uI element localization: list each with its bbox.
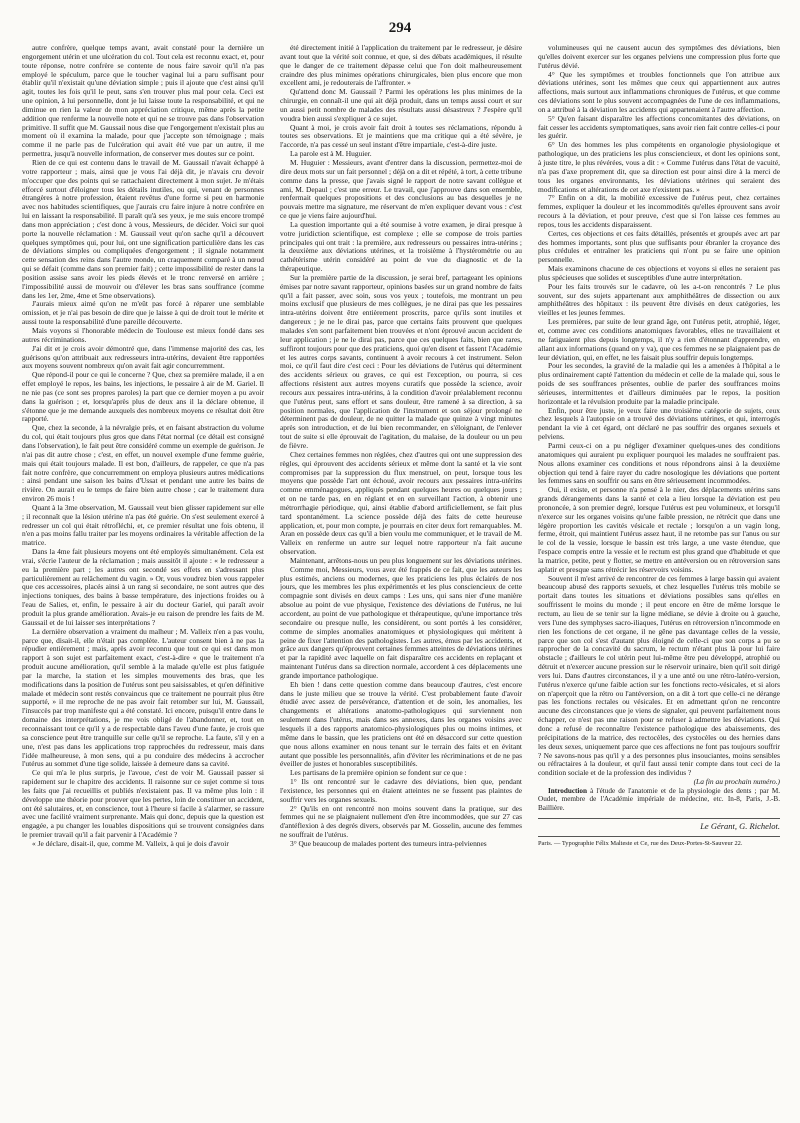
column-right xyxy=(538,44,780,1104)
paragraph: Pour les faits trouvés sur le cadavre, où les a-t-on rencontrés ? Le plus souvent, sur des sujets appartenant aux amphithéâtres de dissection ou aux amphithéâtres des hôpitaux : ils peuvent être divisés en deux catégories, les vieilles et les jeunes femmes. xyxy=(538,281,780,318)
paragraph: Rien de ce qui est contenu dans le travail de M. Gaussail n'avait échappé à votre rapporteur ; mais, ainsi que je vous l'ai déjà dit, je n'avais cru devoir m'occuper que des points qui se rattachaient directement à mon sujet. Je m'étais efforcé surtout d'éloigner tous les détails inutiles, ou qui, venant de personnes étrangères à notre profession, étaient revêtus d'une forme si peu en harmonie avec nos habitudes scientifiques, que j'aurais cru faire injure à notre confrère en lui en laissant la responsabilité. Il paraît qu'à ses yeux, je me suis encore trompé dans mon appréciation ; c'est donc à vous, Messieurs, de décider. Voici sur quoi porte la nouvelle réclamation : M. Gaussail veut qu'on sache qu'il a découvert quelques symptômes qui, pour lui, ont une signification particulière dans les cas de déviations simples ou compliquées d'engorgement ; il signale notamment cette sensation des reins dans l'autre monde, un craquement comparé à un nœud qui se défait (comme dans son premier fait) ; cette impossibilité de rester dans la position assise sans avoir les pieds élevés et le tronc renversé en arrière ; l'impossibilité aussi de mouvoir ou d'élever les bras sans souffrance (comme dans les 1er, 2me, 4me et 5me observations). xyxy=(22,157,264,300)
paragraph: Oui, il existe, et personne n'a pensé à le nier, des déplacements utérins sans grands dérangements dans la santé et cela a lieu lorsque la déviation est peu prononcée, à son premier degré, lorsque l'utérus est peu volumineux, et lorsqu'il n'exerce sur les organes voisins qu'une faible pression, ne rétrécit que dans une légère proportion les cavités vésicale et rectale ; lorsqu'on a un vagin long, ferme, étroit, qui maintient l'utérus assez haut, il ne retombe pas sur l'anus ou sur le col de la vessie, lorsque le bassin est très large, a une vaste étendue, que l'espace compris entre la vessie et le rectum est plus grand que d'habitude et que la matrice, petite, peut y flotter, se mettre en antéversion ou en rétroversion sans aplatir et presque sans rétrécir les réservoirs voisins. xyxy=(538,485,780,574)
paragraph: Eh bien ! dans cette question comme dans beaucoup d'autres, c'est encore dans le juste milieu que se trouve la vérité. C'est probablement faute d'avoir étudié avec assez de persévérance, d'attention et de soin, les anomalies, les changements et altérations anatomo-pathologiques qui surviennent non seulement dans l'utérus, mais dans ses annexes, dans les organes voisins avec lesquels il a des rapports anatomico-physiologiques plus ou moins intimes, et même dans le bassin, que les praticiens ont été en désaccord sur cette question que nous allons examiner en nous tenant sur le terrain des faits et en évitant autant que possible les personnalités, afin d'éviter les récriminations et de ne pas éveiller de justes et honorables susceptibilités. xyxy=(280,679,522,769)
paragraph: Maintenant, arrêtons-nous un peu plus longuement sur les déviations utérines. xyxy=(290,555,522,565)
paragraph: Souvent il m'est arrivé de rencontrer de ces femmes à large bassin qui avaient beaucoup abusé des rapports sexuels, et chez lesquelles l'utérus très mobile se portait dans toutes les situations et déviations possibles sans qu'elles en souffrissent le moins du monde ; il peut encore en être de même lorsque le rectum, au lieu de se tenir sur la ligne médiane, se dévie à droite ou à gauche, vers l'une des symphyses sacro-iliaques, l'utérus en rétroversion n'incommode en rien les fonctions de cet organe, il ne gêne pas davantage celles de la vessie, parce que son col s'est d'autant plus éloigné de celle-ci que son corps a pu se rapprocher de la concavité du sacrum, le rectum n'étant plus là pour lui faire obstacle ; d'ailleurs le col utérin peut lui-même être peu développé, atrophié ou détruit et n'exercer aucune pression sur le réservoir urinaire, bien qu'il soit dirigé vers lui. Dans d'autres circonstances, il y a une anté ou une rétro-latéro-version, l'utérus n'exerce qu'une faible action sur les fonctions recto-vésicales, et si alors on n'aperçoit que la rétro ou l'antéversion, on a dit à tort que celle-ci ne dérange pas les fonctions rectales ou vésicales. Et en admettant qu'on ne rencontre aucune des circonstances que je viens de signaler, qui peuvent parfaitement nous échapper, ce n'est pas une raison pour se refuser à admettre les déviations. Qui donc a refusé de reconnaître l'existence pathologique des abaissements, des précipitations de la matrice, des rectocèles, des cystocèles ou des hernies dans les deux sexes, uniquement parce que ces affections ne font pas toujours souffrir ? Ne savons-nous pas qu'il y a des personnes plus insouciantes, moins sensibles ou réfractaires à la douleur, et qu'il faut aussi tenir compte dans tout ceci de la condition sociale et de la profession des individus ? xyxy=(538,573,780,778)
paragraph: La question importante qui a été soumise à votre examen, je dirai presque à votre juridiction scientifique, est complexe ; elle se compose de trois parties principales qui ont trait : la première, aux redresseurs ou pessaires intra-utérins ; la deuxième aux déviations utérines, et la troisième à l'hystérométrie ou au cathétérisme utérin considéré au point de vue du diagnostic et de la thérapeutique. xyxy=(280,219,522,274)
paragraph: 7° Enfin on a dit, la mobilité excessive de l'utérus peut, chez certaines femmes, expliquer la douleur et les incommodités qu'elles éprouvent sans avoir recours à la déviation, et pour preuve, c'est que si l'on laisse ces femmes au repos, tous les accidents disparaissent. xyxy=(538,193,780,229)
paragraph: Mais voyons si l'honorable médecin de Toulouse est mieux fondé dans ses autres récriminations. xyxy=(22,326,264,344)
paragraph: La parole est à M. Huguier. xyxy=(290,149,372,159)
paragraph: 2° Qu'ils en ont rencontré non moins souvent dans la pratique, sur des femmes qui ne se plaignaient nullement d'en être incommodées, que sur 27 cas d'antéflexion à des degrés divers, observés par M. Gosselin, aucune des femmes ne souffrait de l'utérus. xyxy=(280,803,522,840)
book-notice-title: Introduction xyxy=(548,786,588,795)
paragraph: autre confrère, quelque temps avant, avait constaté pour la dernière un engorgement utérin et une ulcération du col. Tout cela est reconnu exact, et, pour toute réponse, notre confrère se contente de nous faire savoir qu'il n'a pas employé le spéculum, parce que le toucher vaginal lui a paru suffisant pour établir qu'il n'existait qu'une déviation simple ; puis il ajoute que c'est ainsi qu'il agit, toutes les fois qu'il le peut, sans s'en trouver plus mal pour cela. Ceci est une opinion, à lui personnelle, dont je lui laisse toute la responsabilité, et qui ne diminue en rien la valeur de mon appréciation critique, même après la petite addition que renferme la nouvelle note et qui ne se trouve pas dans l'observation primitive. Il suffit que M. Gaussail nous dise que l'engorgement n'existait plus au moment où il examina la malade, pour que j'accepte son témoignage ; mais comme il ne parle pas de l'ulcération qui avait été vue par un autre, il me permettra, jusqu'à nouvelle information, de conserver mes doutes sur ce point. xyxy=(22,44,264,159)
paragraph: Dans la 4me fait plusieurs moyens ont été employés simultanément. Cela est vrai, s'écrie l'auteur de la réclamation ; mais aussitôt il ajoute : « le redresseur a eu la première part ; les autres ont secondé ses effets en s'adressant plus particulièrement au relâchement du vagin. » Or, vous voudrez bien vous rappeler que ces accessoires, placés ainsi à un rang si secondaire, ne sont autres que des injections toniques, des bains à basse température, des injections froides ou à l'eau de Salies, et, enfin, le pessaire à air du docteur Gariel, qui paraît avoir produit la plus grande amélioration. Avais-je eu raison de prendre les faits de M. Gaussail et de lui laisser ses interprétations ? xyxy=(22,547,264,627)
paragraph: Les premières, par suite de leur grand âge, ont l'utérus petit, atrophié, léger, et, comme avec ces conditions anatomiques favorables, elles ne travaillaient et ne fatiguaient plus depuis longtemps, il n'y a rien d'étonnant d'apprendre, en allant aux informations (quand on y va), que ces femmes ne se plaignaient pas de leur déviation, qui, en effet, ne les faisait plus souffrir depuis longtemps. xyxy=(538,317,780,362)
divider xyxy=(538,818,780,819)
paragraph: La dernière observation a vraiment du malheur ; M. Valleix n'en a pas voulu, parce que, disait-il, elle n'était pas complète. L'auteur consent bien à ne pas la répudier entièrement ; mais, après avoir reconnu que tout ce qui est dans mon rapport à son sujet est parfaitement exact, c'est-à-dire « que le traitement n'a produit aucune amélioration, qu'il semble à la malade qu'elle est plus fatiguée par la marche, la station et les simples mouvements des bras, que les modifications dans la position de l'utérus sont peu saisissables, et qu'en définitive malade et médecin sont restés convaincus que ce traitement ne pourrait plus être supporté, » il me reproche de ne pas avoir fait retomber sur lui, M. Gaussail, l'insuccès par trop manifeste qui a été constaté. Ici encore, puisqu'il entre dans le domaine des interprétations, je me vois obligé de l'abandonner, et, tout en reconnaissant tout ce qu'il y a de respectable dans l'aveu d'une faute, je crois que sa conscience peut être tranquille sur celle qu'il se reproche. La faute, s'il y en a une, n'est pas dans les applications trop rapprochées du redresseur, mais dans l'idée malheureuse, à mon sens, qui a pu conduire des médecins à accrocher l'utérus au sommet d'une tige solide, laissée à demeure dans sa cavité. xyxy=(22,626,264,769)
continued-note: (La fin au prochain numéro.) xyxy=(693,777,780,787)
book-notice xyxy=(538,787,780,813)
paragraph: « Je déclare, disait-il, que, comme M. Valleix, à qui je dois d'avoir xyxy=(32,838,229,848)
paragraph: Mais examinons chacune de ces objections et voyons si elles ne seraient pas plus spécieuses que solides et susceptibles d'une autre interprétation. xyxy=(538,264,780,282)
paragraph: Certes, ces objections et ces faits détaillés, présentés et groupés avec art par des hommes importants, sont plus que suffisants pour ébranler la croyance des plus crédules et entraîner les praticiens qui n'ont pu se faire une opinion personnelle. xyxy=(538,228,780,265)
column-left xyxy=(22,44,264,1104)
paragraph: Quant à la 3me observation, M. Gaussail veut bien glisser rapidement sur elle ; il reconnaît que la lésion utérine n'a pas été guérie. On s'est seulement exercé à redresser un col qui était rétrofléchi, et, ce premier résultat une fois obtenu, il n'en a pas moins fallu traiter par les moyens ordinaires la véritable affection de la matrice. xyxy=(22,502,264,548)
text-columns xyxy=(22,44,780,1104)
paragraph: Enfin, pour être juste, je veux faire une troisième catégorie de sujets, ceux chez lesquels à l'autopsie on a trouvé des déviations utérines, et qui, interrogés pendant la vie à cet égard, ont déclaré ne pas souffrir des organes sexuels et pelviens. xyxy=(538,405,780,442)
paragraph: été directement initié à l'application du traitement par le redresseur, je désire avant tout que la vérité soit connue, et que, si des débats académiques, il résulte que le danger de ce traitement dépasse celui que l'on doit malheureusement craindre des plus minimes opérations chirurgicales, bien plus encore que mon excellent ami, je redouterais de l'affronter. » xyxy=(280,44,522,88)
paragraph: J'aurais mieux aimé qu'on ne m'eût pas forcé à réparer une semblable omission, et je n'ai pas besoin de dire que je laisse à qui de droit tout le mérite et aussi toute la responsabilité d'une pareille découverte. xyxy=(22,299,264,327)
paragraph: 5° Qu'en faisant disparaître les affections concomitantes des déviations, on fait cesser les accidents symptomatiques, sans avoir rien fait contre celles-ci pour les guérir. xyxy=(538,113,780,141)
paragraph: Que répond-il pour ce qui le concerne ? Que, chez sa première malade, il a en effet employé le repos, les bains, les injections, le pessaire à air de M. Gariel. Il ne nie pas (ce sont ses propres paroles) la part que ce dernier moyen a pu avoir dans la guérison ; et, lorsqu'après plus de deux ans il la déclare obtenue, il s'étonne que je me demande auxquels des nombreux moyens ce résultat doit être rapporté. xyxy=(22,370,264,424)
paragraph: Chez certaines femmes non réglées, chez d'autres qui ont une suppression des règles, qui éprouvent des accidents sérieux et même dont la santé et la vie sont compromises par la suppression du flux menstruel, on peut, lorsque tous les moyens que possède l'art ont échoué, avoir recours aux pessaires intra-utérins comme emménagogues, appliqués pendant quelques heures ou quelques jours ; et on ne tarde pas, en en réglant et en en surveillant l'action, à obtenir une métrorrhagie périodique, qui, ainsi établie d'abord artificiellement, se fait plus tard spontanément. La science possède déjà des faits de cette heureuse application, et, pour mon compte, je pourrais en citer deux fort remarquables. M. Aran en possède deux cas qu'il a bien voulu me communiquer, et le travail de M. Valleix en renferme un autre sur lequel notre rapporteur n'a fait aucune observation. xyxy=(280,449,522,557)
divider xyxy=(538,836,780,837)
paragraph: 6° Un des hommes les plus compétents en organologie physiologique et pathologique, un des praticiens les plus consciencieux, et dont les opinions sont, à juste titre, le plus révérées, vous a dit : « Comme l'utérus dans l'état de vacuité, n'a pas d'axe proprement dit, que sa direction est pour ainsi dire à la merci de tous les organes environnants, les déviations utérines qui seraient des modifications et altérations de cet axe n'existent pas. » xyxy=(538,140,780,194)
paragraph: volumineuses qui ne causent aucun des symptômes des déviations, bien qu'elles doivent exercer sur les organes pelviens une compression plus forte que l'utérus dévié. xyxy=(538,44,780,70)
printer-imprint: Paris. — Typographie Félix Malteste et Ce, rue des Deux-Portes-St-Sauveur 22. xyxy=(538,839,743,847)
paragraph: 3° Que beaucoup de malades portent des tumeurs intra-pelviennes xyxy=(290,838,487,848)
paragraph: 1° Ils ont rencontré sur le cadavre des déviations, bien que, pendant l'existence, les personnes qui en étaient atteintes ne se fussent pas plaintes de souffrir vers les organes sexuels. xyxy=(280,777,522,804)
paragraph: Qu'attend donc M. Gaussail ? Parmi les opérations les plus minimes de la chirurgie, en connaît-il une qui ait déjà produit, dans un temps aussi court et sur un aussi petit nombre de malades des résultats aussi désastreux ? J'espère qu'il voudra bien aussi s'expliquer à ce sujet. xyxy=(280,87,522,123)
paragraph: Les partisans de la première opinion se fondent sur ce que : xyxy=(290,768,467,778)
paragraph: Quant à moi, je crois avoir fait droit à toutes ses réclamations, répondu à toutes ses observations. Et je maintiens que ma critique qui a été sévère, je l'accorde, n'a pas cessé un seul instant d'être impartiale, c'est-à-dire juste. xyxy=(280,122,522,150)
column-middle xyxy=(280,44,522,1104)
page-number: 294 xyxy=(388,20,412,36)
paragraph: Sur la première partie de la discussion, je serai bref, partageant les opinions émises par notre savant rapporteur, opinions basées sur un grand nombre de faits qu'il a fait passer, avec soin, sous vos yeux ; toutefois, me montrant un peu moins exclusif que plusieurs de mes collègues, je ne dirai pas que les pessaires intra-utérins doivent être entièrement proscrits, parce qu'ils sont inutiles et dangereux ; je ne le dirai pas, parce que certains faits prouvent que quelques malades s'en sont parfaitement bien trouvées et n'ont éprouvé aucun accident de leur application ; je ne le dirai pas, parce que ces quelques faits, bien que rares, suffiront toujours pour que des praticiens, quoi qu'en disent et fassent l'Académie et les autres corps savants, continuent à avoir recours à cet instrument. Selon moi, ce qu'il faut dire c'est ceci : Pour les déviations de l'utérus qui déterminent des accidents sérieux ou graves, ce qui est l'exception, ou pourra, si ces affections résistent aux autres moyens curatifs que possède la science, avoir recours aux pessaires intra-utérins, à la condition d'avoir préalablement reconnu que l'utérus peut, sans effort et sans douleur, être ramené à sa direction, à sa position normales, que l'application de l'instrument et son séjour prolongé ne déterminent pas de douleur, de ne quitter la malade que quinze à vingt minutes après son introduction, et de lui bien recommander, en s'éloignant, de l'enlever tout de suite si elle éprouvait de l'agitation, du malaise, de la douleur ou un peu de fièvre. xyxy=(280,272,522,450)
paragraph: J'ai dit et je crois avoir démontré que, dans l'immense majorité des cas, les guérisons qu'on attribuait aux redresseurs intra-utérins, devaient être rapportées aux moyens souvent nombreux qu'on avait fait agir concurremment. xyxy=(22,343,264,371)
paragraph: Pour les secondes, la gravité de la maladie qui les a amenées à l'hôpital a le plus ordinairement capté l'attention du médecin et celle de la malade qui, sous le poids de ses souffrances présentes, oublie de parler des souffrances moins sérieuses, intermittentes et d'ailleurs diminuées par le repos, la position horizontale et la révulsion produite par la maladie principale. xyxy=(538,361,780,406)
paragraph: 4° Que les symptômes et troubles fonctionnels que l'on attribue aux déviations utérines, sont les mêmes que ceux qui appartiennent aux autres affections, mais surtout aux inflammations chroniques de l'utérus, et que comme ces déviations sont le plus souvent accompagnées de l'une de ces inflammations, on a attribué à la déviation les accidents qui appartenaient à l'autre affection. xyxy=(538,69,780,114)
paragraph: M. Huguier : Messieurs, avant d'entrer dans la discussion, permettez-moi de dire deux mots sur un fait personnel ; déjà on a dit et répété, à tort, à cette tribune comme dans la presse, que j'avais signé le rapport de notre savant collègue et ami, M. Depaul ; c'est une erreur. Le travail, que j'approuve dans son ensemble, renfermait quelques propositions et des conclusions au bas desquelles je ne pouvais mettre ma signature, me réservant de m'en expliquer devant vous : c'est ce que je viens faire aujourd'hui. xyxy=(280,157,522,221)
editor-signature: Le Gérant, G. Richelot. xyxy=(700,820,780,831)
book-notice-text: à l'étude de l'anatomie et de la physiologie des dents ; par M. Oudet, membre de l'Académie impériale de médecine, etc. In-8, Paris, J.-B. Baillière. xyxy=(538,786,780,813)
paragraph: Parmi ceux-ci on a pu négliger d'examiner quelques-unes des conditions anatomiques qui auraient pu expliquer pourquoi les malades ne souffraient pas. Nous allons examiner ces conditions et nous répondrons ainsi à la deuxième objection qui tend à faire rayer du cadre nosologique les déviations que portent les femmes sans en souffrir ou sans en être sérieusement incommodées. xyxy=(538,440,780,486)
paragraph: Ce qui m'a le plus surpris, je l'avoue, c'est de voir M. Gaussail passer si rapidement sur le chapitre des accidents. Il raisonne sur ce sujet comme si tous les faits que j'ai recueillis et publiés n'existaient pas. Il va même plus loin : il développe une théorie pour prouver que les pertes, loin de constituer un accident, ont été salutaires, et, en conscience, tout à l'heure si facile à s'alarmer, se rassure avec une facilité vraiment surprenante. Mais qui donc, depuis que la question est engagée, a pu changer les louables dispositions qui se trouvent consignées dans le premier travail qu'il a fait parvenir à l'Académie ? xyxy=(22,768,264,840)
paragraph: Que, chez la seconde, à la névralgie près, et en faisant abstraction du volume du col, qui était toujours plus gros que dans l'état normal (ce détail est consigné dans l'observation), le fait peut être considéré comme un exemple de guérison. Je n'ai pas dit autre chose ; c'est, en effet, un nouvel exemple d'une femme guérie, mais qui était toujours malade. Il est bon, d'ailleurs, de rappeler, ce que n'a pas fait notre confrère, que concurremment on employa plusieurs autres médications : ainsi pendant une saison les bains d'Ussat et pendant une autre les bains de rivière. On aurait eu le temps de faire bien autre chose ; car le traitement dura environ 26 mois ! xyxy=(22,423,264,504)
paragraph: Comme moi, Messieurs, vous avez été frappés de ce fait, que les auteurs les plus estimés, anciens ou modernes, que les praticiens les plus éclairés de nos jours, que les membres les plus expérimentés et les plus consciencieux de cette compagnie sont divisés en deux camps : Les uns, qui sans nier d'une manière absolue au point de vue physique, l'existence des déviations de l'utérus, ne lui accordent, au point de vue pathologique et thérapeutique, qu'une importance très secondaire ou presque nulle, les considèrent, ou sont portés à les considérer, comme de simples anomalies anatomiques et physiologiques qui méritent à peine de fixer l'attention des pathologistes. Les autres, émus par les accidents, et grâce aux dangers qu'éprouvent certaines femmes atteintes de déviations utérines et par la rapidité avec laquelle on fait disparaître ces accidents en replaçant et maintenant l'utérus dans sa direction normale, accordent à ces déplacements une grande importance pathologique. xyxy=(280,564,522,680)
